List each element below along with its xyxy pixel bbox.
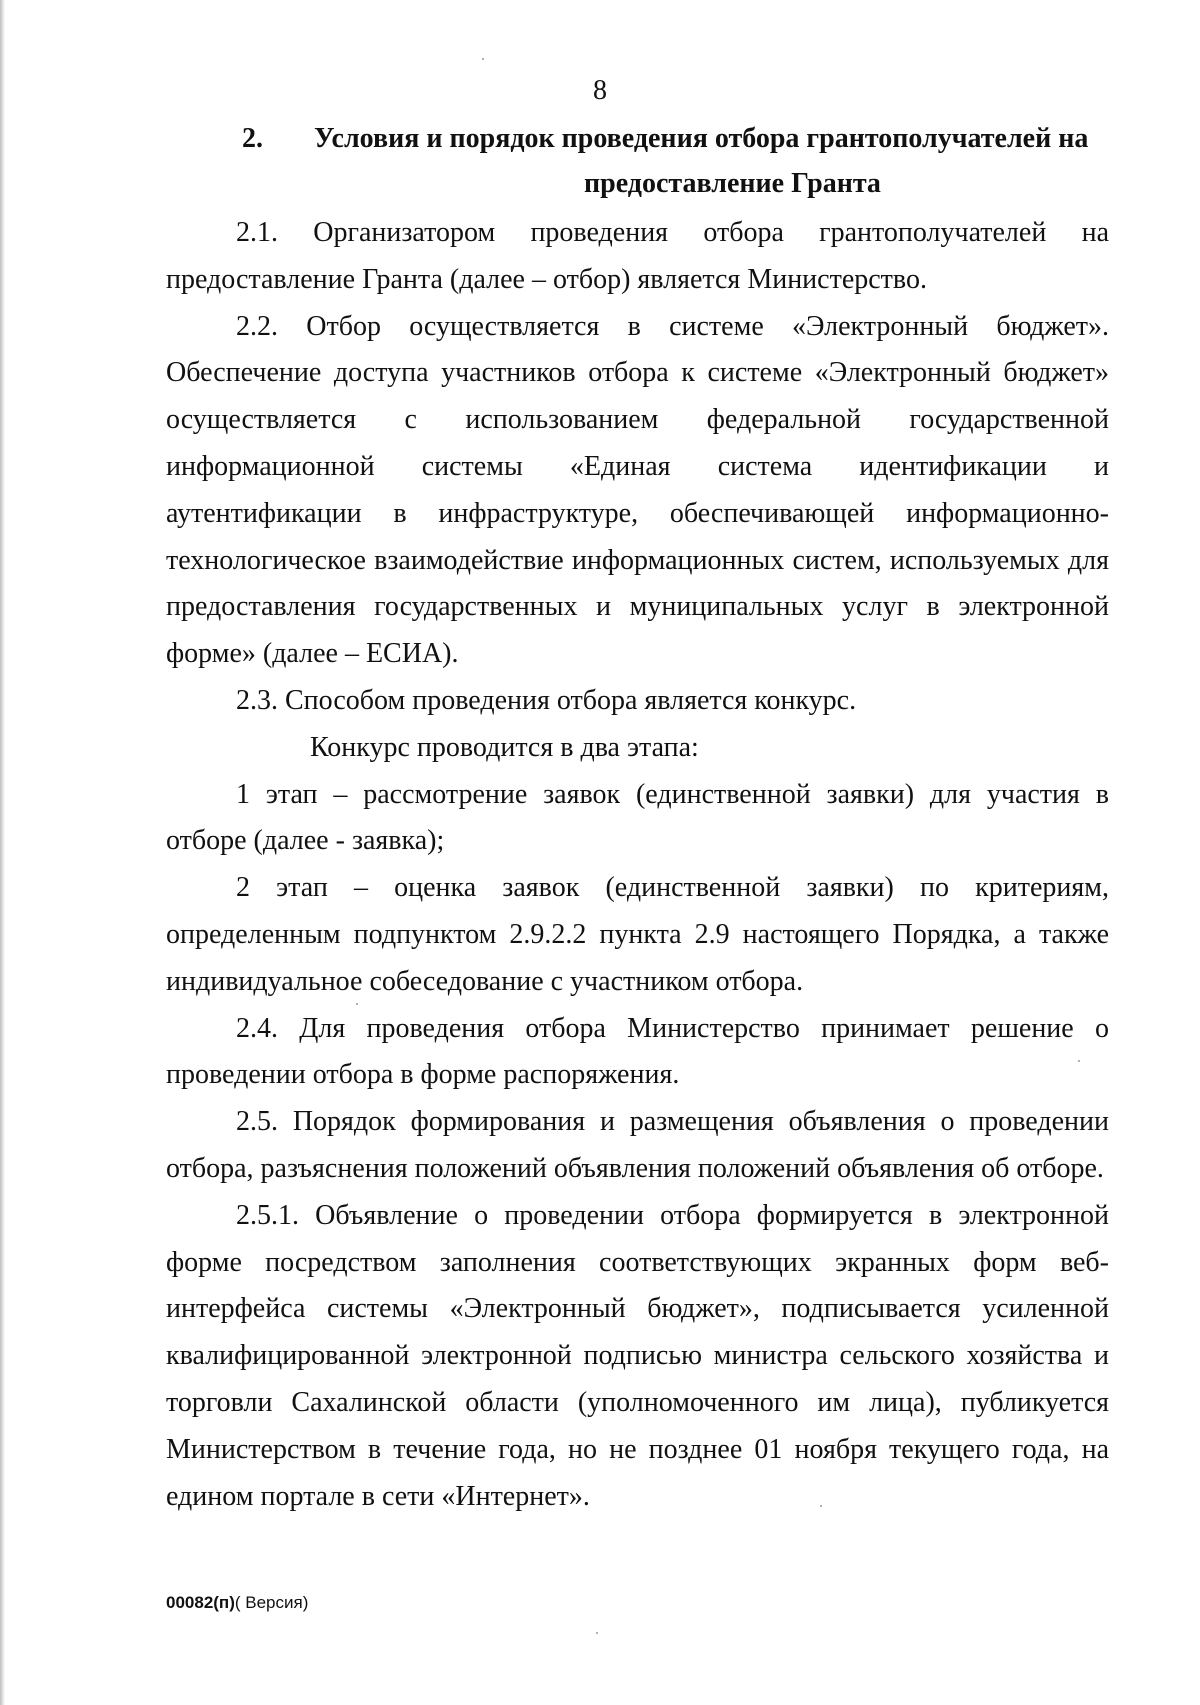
scan-speck — [820, 1505, 822, 1507]
scan-speck — [482, 58, 484, 60]
scan-edge — [0, 0, 5, 1705]
section-heading — [160, 116, 1110, 206]
page-number: 8 — [593, 75, 607, 106]
document-footer — [166, 1593, 308, 1613]
paragraph-2-5: 2.5. Порядок формирования и размещения объявления о проведении отбора, разъяснения положений объявления положений объявления об отборе. — [166, 1106, 1109, 1184]
scan-speck — [596, 1632, 598, 1634]
document-code: 00082(п) — [166, 1593, 235, 1612]
scan-speck — [356, 1003, 358, 1005]
section-number: 2. — [242, 123, 263, 154]
scan-speck — [1078, 1060, 1080, 1062]
paragraph-2-4: 2.4. Для проведения отбора Министерство принимает решение о проведении отбора в форме распоряжения. — [166, 1012, 1109, 1091]
document-body — [166, 210, 1109, 1520]
paragraph-stage-2: 2 этап – оценка заявок (единственной заявки) по критериям, определенным подпунктом 2.9.2.2 пункта 2.9 настоящего Порядка, а также индивидуальное собеседование с участником отбора. — [166, 872, 1109, 997]
paragraph-2-5-1: 2.5.1. Объявление о проведении отбора формируется в электронной форме посредством заполнения соответствующих экранных форм веб-интерфейса системы «Электронный бюджет», подписывается усиленной квалифицированной электронной подписью министра сельского хозяйства и торговли Сахалинской области (уполномоченного им лица), публикуется Министерством в течение года, но не позднее 01 ноября текущего года, на едином портале в сети «Интернет». — [166, 1199, 1109, 1512]
paragraph-2-1: 2.1. Организатором проведения отбора грантополучателей на предоставление Гранта (далее – отбор) является Министерство. — [166, 217, 1109, 295]
document-version: ( Версия) — [234, 1593, 309, 1612]
section-title-line-1: Условия и порядок проведения отбора грантополучателей на — [314, 123, 1089, 154]
section-title-line-2: предоставление Гранта — [584, 168, 881, 199]
paragraph-stage-1: 1 этап – рассмотрение заявок (единственной заявки) для участия в отборе (далее - заявка); — [166, 778, 1109, 857]
paragraph-2-2: 2.2. Отбор осуществляется в системе «Электронный бюджет». Обеспечение доступа участников отбора к системе «Электронный бюджет» осуществляется с использованием федеральной государственной информационной системы «Единая система идентификации и аутентификации в инфраструктуре, обеспечивающей информационно-технологическое взаимодействие информационных систем, используемых для предоставления государственных и муниципальных услуг в электронной форме» (далее – ЕСИА). — [166, 310, 1109, 670]
paragraph-contest-stages: Конкурс проводится в два этапа: — [310, 731, 699, 763]
paragraph-2-3: 2.3. Способом проведения отбора является конкурс. — [236, 684, 857, 716]
